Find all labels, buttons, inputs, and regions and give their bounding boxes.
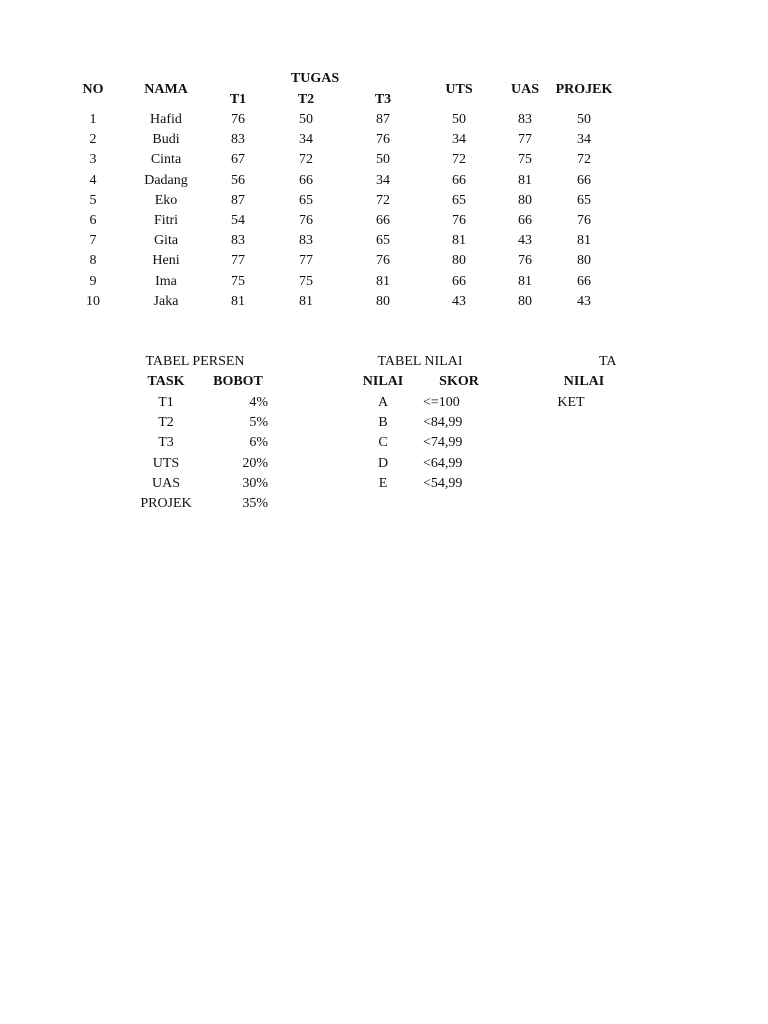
cell-t3: 72 bbox=[376, 192, 390, 208]
persen-cell-task: UTS bbox=[152, 455, 180, 471]
cell-uts: 34 bbox=[452, 132, 466, 148]
cell-projek: 80 bbox=[577, 253, 591, 269]
nilai-cell-grade: A bbox=[377, 395, 389, 410]
tabel-nilai-title: TABEL NILAI bbox=[377, 354, 463, 369]
persen-cell-bobot: 20% bbox=[242, 455, 268, 471]
cell-projek: 72 bbox=[577, 152, 591, 168]
header-no: NO bbox=[82, 82, 104, 97]
cell-t2: 66 bbox=[299, 172, 313, 188]
cell-t1: 56 bbox=[231, 172, 245, 188]
cell-t3: 66 bbox=[376, 213, 390, 228]
cell-nama: Eko bbox=[154, 192, 178, 208]
persen-cell-task: T3 bbox=[158, 435, 174, 451]
cell-t3: 76 bbox=[376, 132, 390, 148]
cell-t3: 76 bbox=[376, 253, 390, 269]
cell-nama: Fitri bbox=[153, 213, 179, 228]
cell-no: 2 bbox=[89, 132, 97, 148]
cell-projek: 65 bbox=[577, 192, 591, 208]
nilai-cell-skor: <64,99 bbox=[423, 455, 463, 471]
nilai-cell-grade: B bbox=[378, 415, 388, 431]
cell-uas: 76 bbox=[518, 253, 532, 269]
header-nama: NAMA bbox=[144, 82, 188, 97]
cell-nama: Hafid bbox=[150, 112, 182, 127]
cell-uas: 83 bbox=[518, 112, 532, 127]
cell-t2: 77 bbox=[299, 253, 313, 269]
cell-nama: Heni bbox=[152, 253, 180, 269]
cell-t1: 67 bbox=[231, 152, 245, 168]
nilai-header-nilai: NILAI bbox=[362, 374, 404, 389]
cell-uts: 81 bbox=[452, 233, 466, 249]
cell-projek: 34 bbox=[577, 132, 591, 148]
header-projek: PROJEK bbox=[555, 82, 613, 97]
header-uas: UAS bbox=[510, 82, 540, 97]
cell-t3: 65 bbox=[376, 233, 390, 249]
cell-uts: 66 bbox=[452, 273, 466, 289]
cell-nama: Cinta bbox=[150, 152, 182, 168]
nilai-cell-grade: E bbox=[378, 475, 388, 491]
cell-uas: 66 bbox=[518, 213, 532, 228]
cell-projek: 66 bbox=[577, 172, 591, 188]
nilai-cell-skor: <74,99 bbox=[423, 435, 463, 451]
cell-no: 4 bbox=[89, 172, 97, 188]
nilai-cell-grade: C bbox=[378, 435, 388, 451]
cell-no: 6 bbox=[89, 213, 97, 228]
cell-t1: 83 bbox=[231, 233, 245, 249]
persen-cell-task: T2 bbox=[158, 415, 174, 431]
cell-t3: 34 bbox=[376, 172, 390, 188]
cell-projek: 43 bbox=[577, 293, 591, 309]
cell-projek: 81 bbox=[577, 233, 591, 249]
cell-no: 9 bbox=[89, 273, 97, 289]
persen-header-task: TASK bbox=[147, 374, 185, 389]
cell-uts: 80 bbox=[452, 253, 466, 269]
cell-t2: 83 bbox=[299, 233, 313, 249]
cell-t2: 50 bbox=[299, 112, 313, 127]
cell-t1: 77 bbox=[231, 253, 245, 269]
cell-nama: Ima bbox=[155, 273, 177, 289]
cell-projek: 76 bbox=[577, 213, 591, 228]
cell-uas: 75 bbox=[518, 152, 532, 168]
header-t2: T2 bbox=[297, 92, 315, 107]
persen-cell-bobot: 30% bbox=[242, 475, 268, 491]
cell-uas: 77 bbox=[518, 132, 532, 148]
cell-uts: 76 bbox=[452, 213, 466, 228]
cell-uts: 50 bbox=[452, 112, 466, 127]
ket-header-nilai: NILAI bbox=[563, 374, 605, 389]
cell-uts: 43 bbox=[452, 293, 466, 309]
header-t3: T3 bbox=[374, 92, 392, 107]
cell-no: 3 bbox=[89, 152, 97, 168]
cell-no: 8 bbox=[89, 253, 97, 269]
cell-nama: Gita bbox=[153, 233, 179, 249]
persen-cell-bobot: 4% bbox=[249, 395, 268, 410]
cell-t1: 81 bbox=[231, 293, 245, 309]
persen-cell-task: UAS bbox=[151, 475, 181, 491]
persen-cell-task: PROJEK bbox=[140, 496, 192, 511]
cell-nama: Budi bbox=[152, 132, 180, 148]
cell-no: 7 bbox=[89, 233, 97, 249]
cell-t1: 54 bbox=[231, 213, 245, 228]
cell-projek: 50 bbox=[577, 112, 591, 127]
cell-t1: 76 bbox=[231, 112, 245, 127]
cell-uas: 81 bbox=[518, 273, 532, 289]
persen-cell-bobot: 5% bbox=[249, 415, 268, 431]
cell-nama: Dadang bbox=[144, 172, 188, 188]
header-tugas: TUGAS bbox=[290, 71, 340, 86]
ket-first-cell: KET bbox=[557, 395, 585, 410]
cell-uts: 65 bbox=[452, 192, 466, 208]
cell-t1: 87 bbox=[231, 192, 245, 208]
cell-no: 5 bbox=[89, 192, 97, 208]
nilai-cell-skor: <84,99 bbox=[423, 415, 463, 431]
nilai-cell-grade: D bbox=[377, 455, 389, 471]
cell-t2: 34 bbox=[299, 132, 313, 148]
cell-t2: 75 bbox=[299, 273, 313, 289]
cell-t3: 50 bbox=[376, 152, 390, 168]
tabel-persen-title: TABEL PERSEN bbox=[145, 354, 245, 369]
cell-no: 1 bbox=[89, 112, 97, 127]
nilai-cell-skor: <=100 bbox=[423, 395, 460, 410]
cell-projek: 66 bbox=[577, 273, 591, 289]
cell-uas: 43 bbox=[518, 233, 532, 249]
header-t1: T1 bbox=[229, 92, 247, 107]
tabel-ket-title: TA bbox=[599, 354, 617, 369]
cell-no: 10 bbox=[86, 293, 100, 309]
persen-cell-bobot: 6% bbox=[249, 435, 268, 451]
cell-uas: 81 bbox=[518, 172, 532, 188]
cell-uts: 72 bbox=[452, 152, 466, 168]
cell-t2: 76 bbox=[299, 213, 313, 228]
nilai-cell-skor: <54,99 bbox=[423, 475, 463, 491]
cell-t2: 65 bbox=[299, 192, 313, 208]
cell-uts: 66 bbox=[452, 172, 466, 188]
header-uts: UTS bbox=[445, 82, 473, 97]
cell-t3: 80 bbox=[376, 293, 390, 309]
persen-cell-task: T1 bbox=[158, 395, 174, 410]
cell-t2: 72 bbox=[299, 152, 313, 168]
persen-header-bobot: BOBOT bbox=[213, 374, 263, 389]
nilai-header-skor: SKOR bbox=[439, 374, 479, 389]
cell-uas: 80 bbox=[518, 192, 532, 208]
cell-t1: 75 bbox=[231, 273, 245, 289]
cell-t3: 81 bbox=[376, 273, 390, 289]
cell-uas: 80 bbox=[518, 293, 532, 309]
cell-nama: Jaka bbox=[153, 293, 179, 309]
cell-t1: 83 bbox=[231, 132, 245, 148]
cell-t2: 81 bbox=[299, 293, 313, 309]
cell-t3: 87 bbox=[376, 112, 390, 127]
persen-cell-bobot: 35% bbox=[242, 496, 268, 511]
